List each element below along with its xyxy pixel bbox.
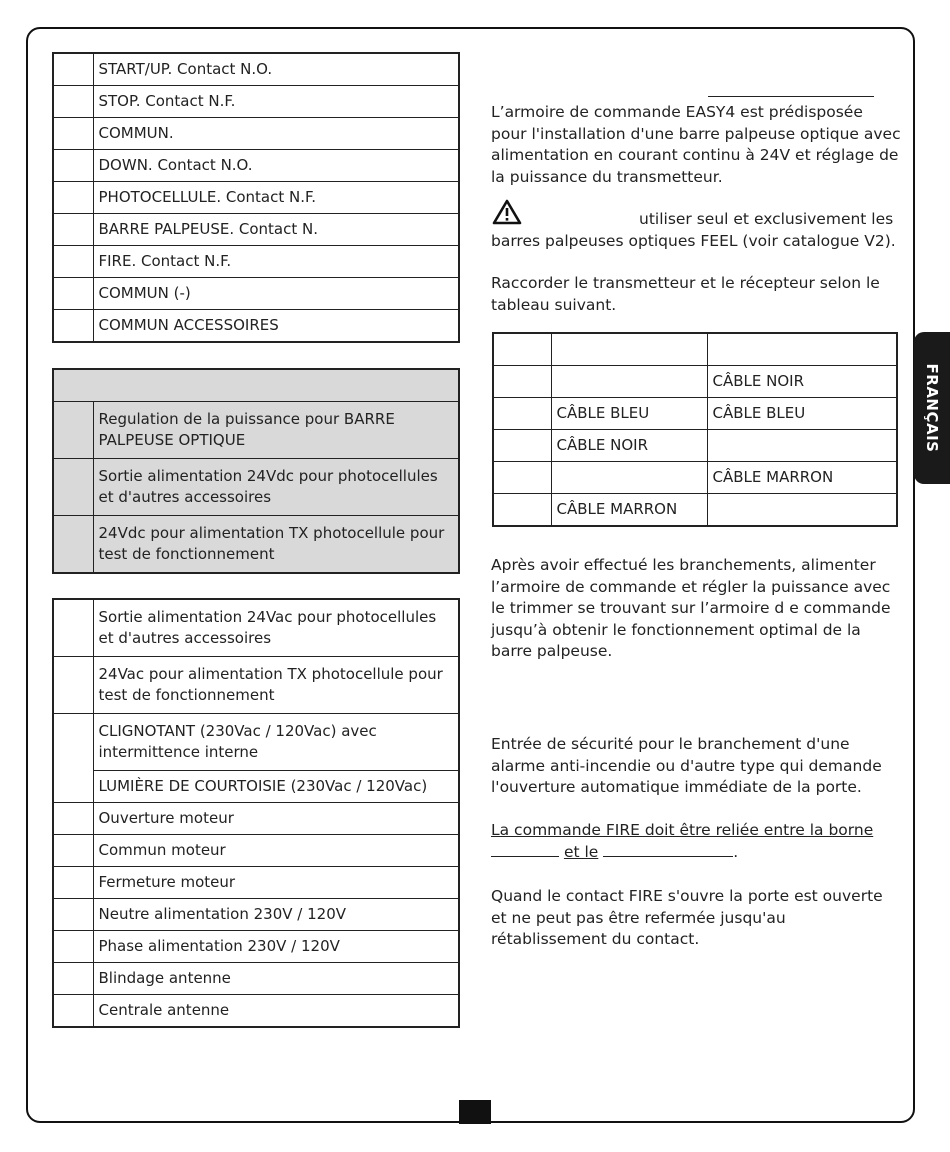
terminal-number-cell [53, 657, 93, 714]
fire-behavior-paragraph: Quand le contact FIRE s'ouvre la porte est ouverte et ne peut pas être refermée jusqu'au rétablissement du contact. [491, 887, 883, 948]
adjustment-paragraph: Après avoir effectué les branchements, alimenter l’armoire de commande et régler la puissance avec le trimmer se trouvant sur l’armoire d e commande jusqu’à obtenir le fonctionnement optimal de la barre palpeuse. [491, 556, 891, 660]
terminal-number-cell [53, 899, 93, 931]
table-cell [493, 430, 551, 462]
language-tab-label: FRANÇAIS [923, 363, 941, 453]
terminal-description: Centrale antenne [93, 995, 459, 1028]
table-row [53, 803, 459, 835]
table-row [53, 963, 459, 995]
table-cell [707, 494, 897, 527]
intro-paragraph: L’armoire de commande EASY4 est prédisposée pour l'installation d'une barre palpeuse optique avec alimentation en courant continu à 24V et réglage de la puissance du transmetteur. [491, 103, 901, 186]
terminal-number-cell [53, 931, 93, 963]
terminal-number-cell [53, 86, 93, 118]
terminal-table-inputs [52, 52, 460, 343]
terminal-description: Blindage antenne [93, 963, 459, 995]
warning-paragraph: utiliser seul et exclusivement les barres palpeuses optiques FEEL (voir catalogue V2). [491, 210, 896, 250]
table-row [53, 118, 459, 150]
terminal-number-cell [53, 995, 93, 1028]
terminal-number-cell [53, 402, 93, 459]
table-cell [707, 333, 897, 366]
terminal-description: CLIGNOTANT (230Vac / 120Vac) avec intermittence interne [93, 714, 459, 771]
table-row [53, 278, 459, 310]
terminal-number-cell [53, 516, 93, 574]
terminal-number-cell [53, 214, 93, 246]
terminal-description: Regulation de la puissance pour BARRE PALPEUSE OPTIQUE [93, 402, 459, 459]
page-number-tab [459, 1100, 491, 1124]
terminal-blank [603, 842, 733, 857]
table-row [53, 214, 459, 246]
terminal-number-cell [53, 118, 93, 150]
terminal-description: Ouverture moteur [93, 803, 459, 835]
fire-note-mid: et le [563, 842, 599, 861]
terminal-number-cell [53, 803, 93, 835]
table-cell: CÂBLE NOIR [551, 430, 707, 462]
table-row [53, 86, 459, 118]
terminal-description: COMMUN ACCESSOIRES [93, 310, 459, 343]
table-cell: CÂBLE MARRON [551, 494, 707, 527]
table-row [53, 657, 459, 714]
terminal-description: Phase alimentation 230V / 120V [93, 931, 459, 963]
terminal-description: 24Vdc pour alimentation TX photocellule pour test de fonctionnement [93, 516, 459, 574]
terminal-number-cell [53, 599, 93, 657]
table-header-cell [53, 369, 459, 402]
fire-note-end: . [733, 842, 739, 861]
table-cell [493, 494, 551, 527]
table-row [493, 398, 897, 430]
table-cell [493, 333, 551, 366]
terminal-description: COMMUN. [93, 118, 459, 150]
terminal-description: START/UP. Contact N.O. [93, 53, 459, 86]
table-row [53, 835, 459, 867]
terminal-number-cell [53, 246, 93, 278]
terminal-description: PHOTOCELLULE. Contact N.F. [93, 182, 459, 214]
terminal-description: FIRE. Contact N.F. [93, 246, 459, 278]
table-row [53, 150, 459, 182]
table-row [53, 995, 459, 1028]
terminal-number-cell [53, 53, 93, 86]
table-row [493, 333, 897, 366]
table-cell: CÂBLE MARRON [707, 462, 897, 494]
table-row [53, 931, 459, 963]
language-tab[interactable] [914, 332, 950, 484]
terminal-description: Fermeture moteur [93, 867, 459, 899]
terminal-description: LUMIÈRE DE COURTOISIE (230Vac / 120Vac) [93, 771, 459, 803]
table-cell [493, 366, 551, 398]
table-cell [551, 462, 707, 494]
table-row [53, 899, 459, 931]
terminal-description: BARRE PALPEUSE. Contact N. [93, 214, 459, 246]
table-cell: CÂBLE NOIR [707, 366, 897, 398]
terminal-number-cell [53, 835, 93, 867]
table-cell [493, 398, 551, 430]
table-row [493, 430, 897, 462]
terminal-description: DOWN. Contact N.O. [93, 150, 459, 182]
terminal-blank [491, 842, 559, 857]
fire-input-paragraph: Entrée de sécurité pour le branchement d'une alarme anti-incendie ou d'autre type qui demande l'ouverture automatique immédiate de la porte. [491, 735, 882, 796]
terminal-table-power [52, 368, 460, 574]
terminal-number-cell [53, 459, 93, 516]
terminal-number-cell [53, 278, 93, 310]
wiring-instruction: Raccorder le transmetteur et le récepteur selon le tableau suivant. [491, 274, 880, 314]
table-row [53, 459, 459, 516]
terminal-number-cell [53, 150, 93, 182]
terminal-description: Commun moteur [93, 835, 459, 867]
table-cell [493, 462, 551, 494]
fire-note-line1: La commande FIRE doit être reliée entre la borne [491, 821, 874, 839]
table-cell: CÂBLE BLEU [551, 398, 707, 430]
table-row [493, 462, 897, 494]
table-row [53, 53, 459, 86]
terminal-description: STOP. Contact N.F. [93, 86, 459, 118]
table-row [493, 494, 897, 527]
terminal-description: Sortie alimentation 24Vdc pour photocellules et d'autres accessoires [93, 459, 459, 516]
terminal-description: COMMUN (-) [93, 278, 459, 310]
table-cell [551, 366, 707, 398]
terminal-number-cell [53, 310, 93, 343]
terminal-description: Sortie alimentation 24Vac pour photocellules et d'autres accessoires [93, 599, 459, 657]
table-cell: CÂBLE BLEU [707, 398, 897, 430]
fire-connection-note [491, 820, 901, 863]
table-cell [551, 333, 707, 366]
table-row [53, 599, 459, 657]
terminal-description: 24Vac pour alimentation TX photocellule pour test de fonctionnement [93, 657, 459, 714]
table-row [53, 867, 459, 899]
table-cell [707, 430, 897, 462]
heading-underline [708, 96, 874, 97]
table-row [53, 771, 459, 803]
table-row [493, 366, 897, 398]
table-header-row [53, 369, 459, 402]
table-row [53, 246, 459, 278]
wiring-table [492, 332, 898, 527]
terminal-number-cell [53, 182, 93, 214]
terminal-number-cell [53, 867, 93, 899]
terminal-number-cell [53, 963, 93, 995]
table-row [53, 714, 459, 771]
terminal-number-cell [53, 714, 93, 803]
table-row [53, 516, 459, 574]
terminal-table-outputs [52, 598, 460, 1028]
table-row [53, 310, 459, 343]
terminal-description: Neutre alimentation 230V / 120V [93, 899, 459, 931]
table-row [53, 402, 459, 459]
table-row [53, 182, 459, 214]
